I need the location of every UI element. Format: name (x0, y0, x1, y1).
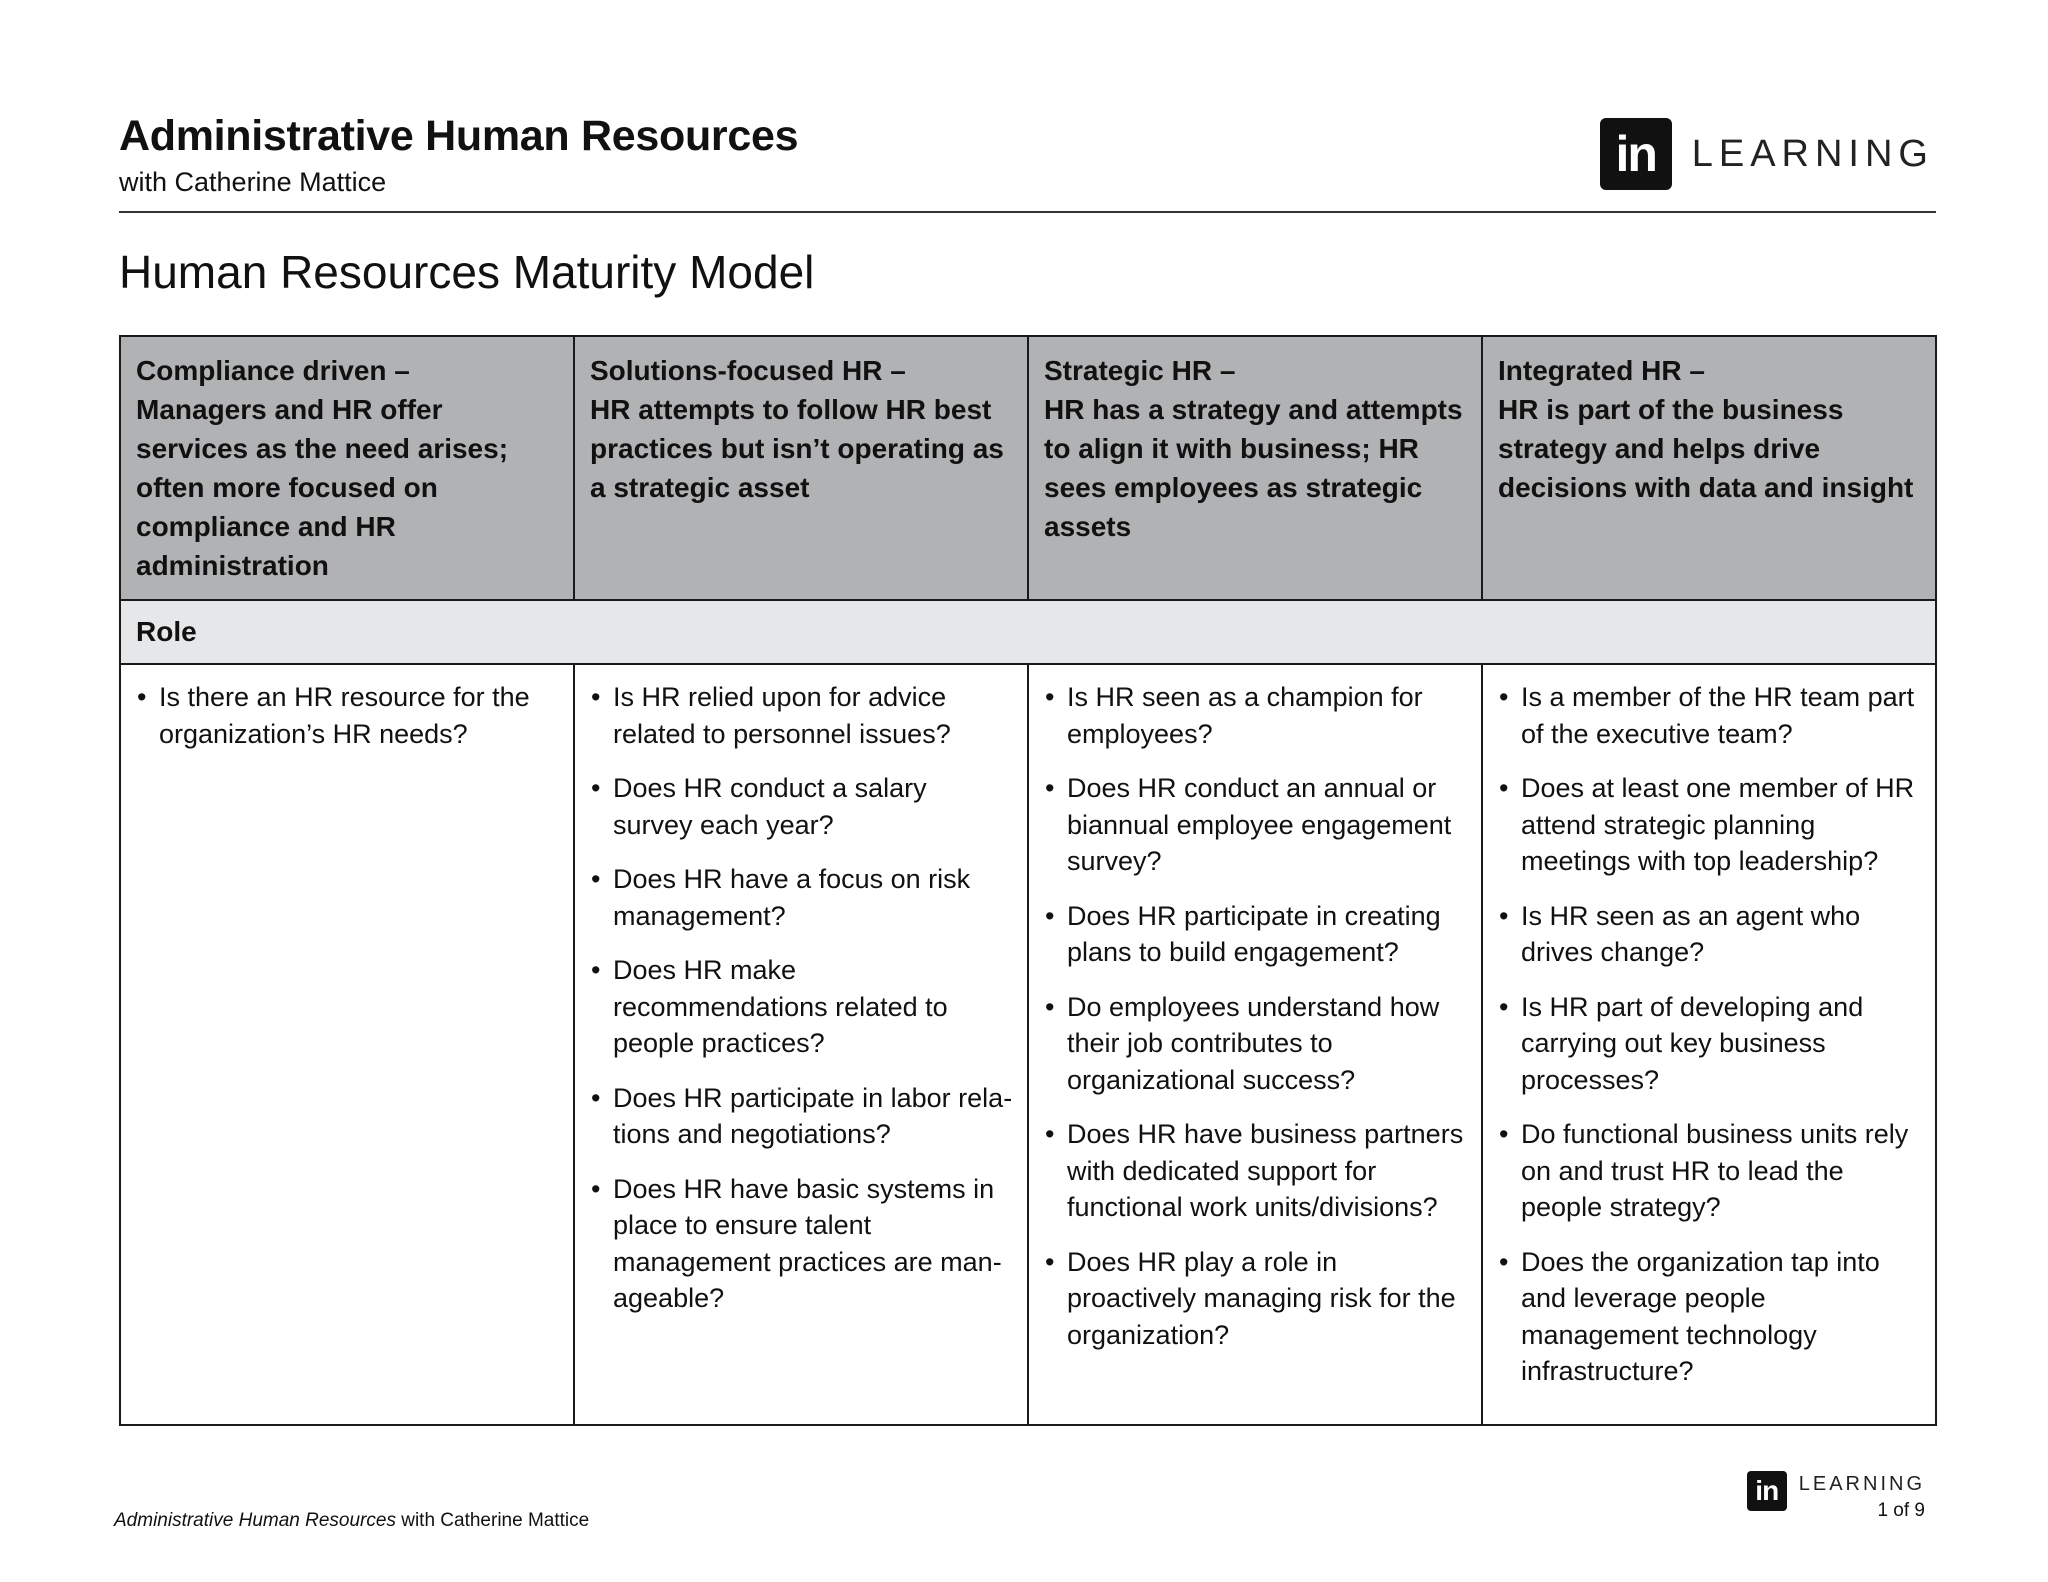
footer-course-title: Administrative Human Resources (114, 1510, 396, 1531)
column-header-title: Integrated HR – (1498, 355, 1705, 386)
questions-cell-compliance (120, 664, 574, 1425)
linkedin-in-icon: in (1600, 118, 1672, 190)
list-item: • Does the organization tap into and leverage people management technology infrastructure? (1498, 1244, 1921, 1390)
list-item: • Do functional business units rely on and trust HR to lead the people strategy? (1498, 1116, 1921, 1226)
learning-wordmark: LEARNING (1798, 1473, 1925, 1495)
column-header-description: Managers and HR offer services as the need arises; often more focused on compliance and HR administration (136, 394, 509, 581)
section-row-role (120, 600, 1936, 664)
linkedin-in-icon: in (1747, 1471, 1787, 1511)
column-header-compliance (120, 336, 574, 600)
list-item: • Does HR participate in labor relations and negotiations? (590, 1080, 1013, 1153)
course-subtitle: with Catherine Mattice (119, 167, 387, 197)
page-title: Human Resources Maturity Model (119, 246, 815, 298)
footer-linkedin-learning-logo (1747, 1471, 1925, 1523)
column-header-title: Solutions-focused HR – (590, 355, 906, 386)
linkedin-learning-logo (1600, 118, 1934, 190)
column-header-solutions (574, 336, 1028, 600)
questions-cell-integrated (1482, 664, 1936, 1425)
section-label: Role (120, 600, 1936, 664)
questions-cell-strategic (1028, 664, 1482, 1425)
maturity-model-table (119, 335, 1937, 1426)
column-header-title: Strategic HR – (1044, 355, 1236, 386)
list-item: • Is HR seen as an agent who drives change? (1498, 898, 1921, 971)
list-item: • Is HR relied upon for advice related to personnel issues? (590, 679, 1013, 752)
column-header-description: HR is part of the business strategy and helps drive decisions with data and insight (1498, 394, 1914, 503)
list-item: • Is HR part of developing and carrying out key business processes? (1498, 989, 1921, 1099)
list-item: • Does HR have a focus on risk management? (590, 861, 1013, 934)
table-row (120, 664, 1936, 1425)
questions-cell-solutions (574, 664, 1028, 1425)
page-number: 1 of 9 (1877, 1500, 1925, 1521)
column-header-description: HR attempts to follow HR best practices but isn’t operating as a strategic asset (590, 394, 1004, 503)
question-list (136, 679, 559, 752)
question-list (1498, 679, 1921, 1390)
list-item: • Is HR seen as a champion for employees? (1044, 679, 1467, 752)
course-title: Administrative Human Resources (119, 112, 799, 160)
list-item: • Does HR have business partners with dedicated support for functional work units/divisions? (1044, 1116, 1467, 1226)
footer-brand-text (1799, 1471, 1925, 1523)
list-item: • Does HR participate in creating plans to build engagement? (1044, 898, 1467, 971)
question-list (590, 679, 1013, 1317)
list-item: • Is a member of the HR team part of the executive team? (1498, 679, 1921, 752)
list-item: • Does HR have basic systems in place to ensure talent management practices are manageable? (590, 1171, 1013, 1317)
list-item: • Does HR conduct a salary survey each year? (590, 770, 1013, 843)
list-item: • Does HR conduct an annual or biannual employee engagement survey? (1044, 770, 1467, 880)
footer-course-author: with Catherine Mattice (395, 1510, 590, 1531)
list-item: • Is there an HR resource for the organization’s HR needs? (136, 679, 559, 752)
document-header (119, 110, 1936, 213)
list-item: • Do employees understand how their job contributes to organizational success? (1044, 989, 1467, 1099)
question-list (1044, 679, 1467, 1353)
table-header-row (120, 336, 1936, 600)
list-item: • Does HR make recommendations related to people practices? (590, 952, 1013, 1062)
list-item: • Does at least one member of HR attend strategic planning meetings with top leadership? (1498, 770, 1921, 880)
column-header-integrated (1482, 336, 1936, 600)
list-item: • Does HR play a role in proactively managing risk for the organization? (1044, 1244, 1467, 1354)
footer-course-credit (114, 1510, 589, 1532)
learning-wordmark: LEARNING (1691, 132, 1934, 175)
column-header-description: HR has a strategy and attempts to align it with business; HR sees employees as strategic assets (1044, 394, 1463, 542)
column-header-title: Compliance driven – (136, 355, 410, 386)
column-header-strategic (1028, 336, 1482, 600)
